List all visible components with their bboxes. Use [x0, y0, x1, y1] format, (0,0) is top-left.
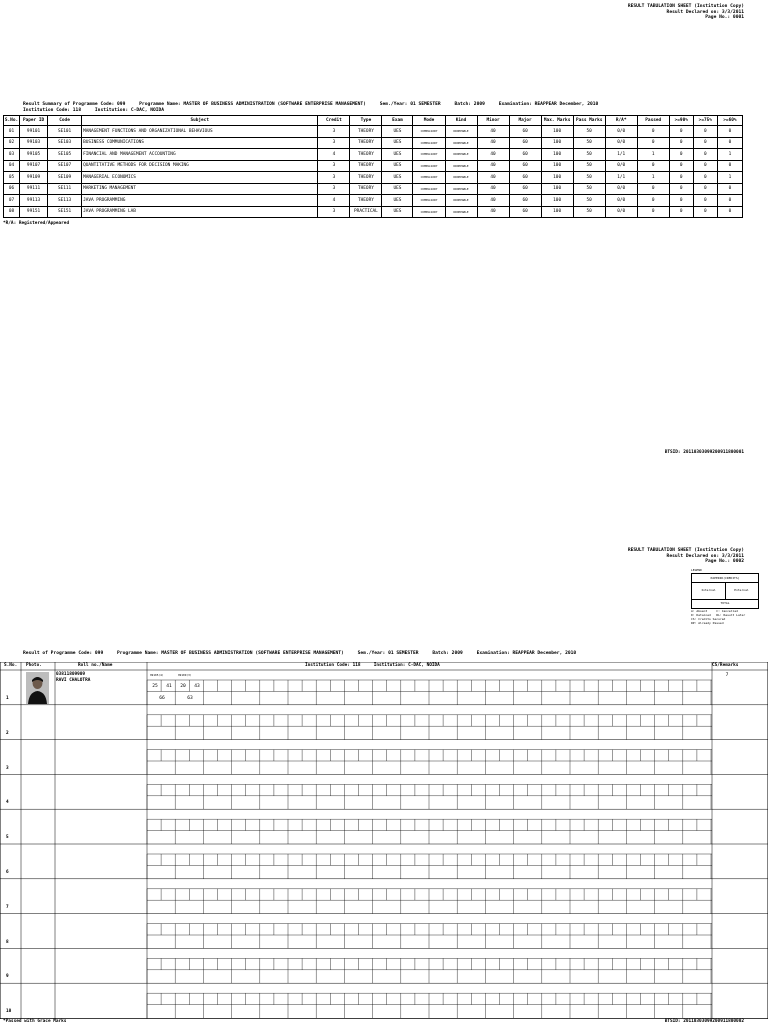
row-number: 9: [6, 974, 9, 980]
summary-cell: 1: [637, 172, 669, 184]
summary-cell: 0: [693, 172, 717, 184]
summary-cell: 0: [637, 160, 669, 172]
summary-cell: THEORY: [350, 137, 382, 149]
row-number: 8: [6, 939, 9, 945]
summary-cell: 100: [541, 183, 573, 195]
summary-cell: 0: [637, 126, 669, 138]
summary-cell: 0: [693, 206, 717, 218]
summary-cell: 0: [669, 206, 693, 218]
sheet-title-2: RESULT TABULATION SHEET (Institution Copy): [627, 548, 744, 553]
row-number: 6: [6, 870, 9, 875]
paper1-total: 66: [159, 696, 165, 701]
summary-cell: THEORY: [350, 126, 382, 138]
summary-col-header: Credit: [318, 116, 350, 126]
summary-cell: 99111: [20, 183, 48, 195]
page-number: Page No.: 0001: [705, 15, 744, 21]
summary-cell: 0/0: [605, 206, 637, 218]
summary-cell: COMPULSORY: [413, 160, 445, 172]
summary-cell: 99105: [20, 149, 48, 161]
summary-cell: COMPULSORY: [413, 206, 445, 218]
summary-cell: 50: [573, 172, 605, 184]
summary-cell: 0/0: [605, 183, 637, 195]
result-meta-line: Result of Programme Code: 099 Programme Name: MASTER OF BUSINESS ADMINISTRATION (SOFTWARE ENTERPRISE MANAGEMENT) Sem./Year: 01 SEMESTER Batch: 2009 Examination: REAPPEAR December, 2010: [23, 651, 577, 656]
summary-cell: THEORY: [350, 183, 382, 195]
summary-cell: 1: [637, 149, 669, 161]
summary-col-header: Minor: [477, 116, 509, 126]
col-institution-header: Institution Code: 118 Institution: C-DAC, NOIDA: [305, 663, 440, 668]
summary-cell: UES: [382, 172, 413, 184]
summary-row: [4, 172, 743, 184]
summary-cell: 100: [541, 206, 573, 218]
summary-col-header: Type: [350, 116, 382, 126]
summary-col-header: >=90%: [669, 116, 693, 126]
summary-cell: 06: [4, 183, 20, 195]
summary-meta-line2: Institution Code: 118 Institution: C-DAC, NOIDA: [23, 108, 165, 113]
summary-cell: DROPPABLE: [445, 206, 477, 218]
summary-cell: 40: [477, 183, 509, 195]
summary-cell: MARKETING MANAGEMENT: [82, 183, 318, 195]
summary-cell: THEORY: [350, 172, 382, 184]
summary-cell: 0: [693, 137, 717, 149]
summary-cell: 0: [693, 126, 717, 138]
summary-col-header: Major: [509, 116, 541, 126]
summary-col-header: S.No.: [4, 116, 20, 126]
row-number: 4: [6, 800, 9, 806]
row-number: 5: [6, 835, 9, 841]
sheet-title: RESULT TABULATION SHEET (Institution Copy): [627, 4, 744, 9]
summary-cell: 4: [318, 149, 350, 161]
row-number: 1: [6, 696, 9, 701]
result-grid-lines: [0, 662, 768, 1019]
result-footnote: *Passed with Grace Marks: [3, 1019, 67, 1024]
summary-cell: 60: [509, 126, 541, 138]
summary-cell: 0: [693, 149, 717, 161]
summary-cell: SE151: [48, 206, 82, 218]
summary-cell: 01: [4, 126, 20, 138]
summary-cell: PRACTICAL: [350, 206, 382, 218]
summary-col-header: Max. Marks: [541, 116, 573, 126]
summary-cell: 60: [509, 172, 541, 184]
summary-cell: 0: [637, 206, 669, 218]
summary-cell: 3: [318, 183, 350, 195]
student-photo: [26, 672, 49, 704]
summary-cell: 3: [318, 137, 350, 149]
summary-cell: 0: [717, 183, 742, 195]
row-number: 3: [6, 765, 9, 771]
summary-cell: 1: [717, 172, 742, 184]
summary-meta-line1: Result Summary of Programme Code: 099 Programme Name: MASTER OF BUSINESS ADMINISTRATION (SOFTWARE ENTERPRISE MANAGEMENT) Sem./Year: 01 SEMESTER Batch: 2009 Examination: REAPPEAR December, 2010: [23, 102, 599, 107]
summary-cell: COMPULSORY: [413, 126, 445, 138]
summary-row: [4, 206, 743, 218]
legend-box: [691, 573, 759, 609]
summary-cell: 0: [693, 160, 717, 172]
summary-cell: 0: [669, 137, 693, 149]
summary-cell: THEORY: [350, 160, 382, 172]
row-number: 7: [6, 904, 9, 910]
paper1-internal: 25: [152, 684, 158, 689]
summary-header-row: [4, 116, 743, 126]
summary-cell: 40: [477, 149, 509, 161]
legend-paper: PAPERID(CREDITS): [692, 574, 758, 583]
summary-col-header: Paper ID: [20, 116, 48, 126]
summary-cell: BUSINESS COMMUNICATIONS: [82, 137, 318, 149]
summary-cell: 40: [477, 137, 509, 149]
summary-footnote: *R/A: Registered/Appeared: [3, 221, 70, 226]
summary-col-header: Passed: [637, 116, 669, 126]
summary-cell: 50: [573, 137, 605, 149]
summary-cell: SE101: [48, 126, 82, 138]
summary-cell: 40: [477, 160, 509, 172]
summary-cell: DROPPABLE: [445, 126, 477, 138]
summary-cell: 07: [4, 195, 20, 207]
summary-cell: 50: [573, 195, 605, 207]
summary-cell: 1: [717, 149, 742, 161]
summary-row: [4, 195, 743, 207]
summary-cell: UES: [382, 183, 413, 195]
paper2-label: 99109(3): [178, 673, 192, 677]
summary-cell: 03: [4, 149, 20, 161]
summary-cell: SE107: [48, 160, 82, 172]
legend-external: External: [725, 582, 758, 600]
summary-cell: 99103: [20, 137, 48, 149]
summary-cell: 60: [509, 206, 541, 218]
summary-row: [4, 160, 743, 172]
summary-cell: 100: [541, 172, 573, 184]
summary-cell: MANAGERIAL ECONOMICS: [82, 172, 318, 184]
summary-col-header: Subject: [82, 116, 318, 126]
summary-cell: 02: [4, 137, 20, 149]
summary-cell: 0: [693, 195, 717, 207]
summary-cell: UES: [382, 195, 413, 207]
summary-cell: 0: [717, 195, 742, 207]
summary-cell: 04: [4, 160, 20, 172]
summary-cell: DROPPABLE: [445, 172, 477, 184]
summary-cell: 0: [669, 195, 693, 207]
summary-cell: 100: [541, 149, 573, 161]
btsid-page2: BTSID: 20110303099200911800002: [664, 1019, 744, 1024]
summary-cell: 60: [509, 183, 541, 195]
summary-cell: 40: [477, 126, 509, 138]
summary-cell: 100: [541, 160, 573, 172]
summary-cell: 3: [318, 160, 350, 172]
summary-cell: 0/0: [605, 126, 637, 138]
paper2-total: 63: [187, 696, 193, 701]
credits-secured: 7: [725, 673, 729, 678]
paper2-internal: 20: [180, 684, 186, 689]
btsid-page1: BTSID: 20110303099200911800001: [664, 450, 744, 455]
summary-cell: 60: [509, 149, 541, 161]
summary-cell: 3: [318, 126, 350, 138]
summary-row: [4, 137, 743, 149]
summary-col-header: Code: [48, 116, 82, 126]
summary-cell: COMPULSORY: [413, 195, 445, 207]
summary-cell: DROPPABLE: [445, 195, 477, 207]
summary-cell: UES: [382, 137, 413, 149]
summary-row: [4, 149, 743, 161]
person-photo-icon: [26, 672, 49, 704]
student-name: RAVI CHALOTRA: [56, 678, 91, 683]
summary-cell: 0: [669, 149, 693, 161]
legend-abbreviations: A: Absent C: Cancelled D: Detained RL: Result Later CS: Credits Secured RP: Already Passed: [691, 609, 746, 625]
result-declared-2: Result Declared on: 3/3/2011: [666, 553, 744, 559]
summary-cell: 100: [541, 126, 573, 138]
result-grid: [0, 662, 768, 1019]
summary-cell: SE103: [48, 137, 82, 149]
summary-cell: 99101: [20, 126, 48, 138]
summary-cell: 50: [573, 160, 605, 172]
summary-cell: 1/1: [605, 149, 637, 161]
col-roll-header: Roll no./Name: [78, 663, 113, 668]
summary-cell: UES: [382, 126, 413, 138]
summary-cell: 60: [509, 160, 541, 172]
summary-cell: 0: [717, 126, 742, 138]
summary-cell: UES: [382, 206, 413, 218]
summary-cell: 99113: [20, 195, 48, 207]
summary-cell: 100: [541, 137, 573, 149]
student-roll: 03811809909: [56, 672, 86, 677]
summary-cell: THEORY: [350, 195, 382, 207]
summary-cell: 0: [637, 195, 669, 207]
summary-cell: 50: [573, 206, 605, 218]
summary-col-header: Mode: [413, 116, 445, 126]
summary-cell: 3: [318, 172, 350, 184]
summary-cell: 0: [669, 126, 693, 138]
summary-cell: 100: [541, 195, 573, 207]
summary-cell: MANAGEMENT FUNCTIONS AND ORGANIZATIONAL BEHAVIOUS: [82, 126, 318, 138]
page-number-2: Page No.: 0002: [705, 559, 744, 565]
summary-col-header: >=60%: [717, 116, 742, 126]
summary-cell: 50: [573, 126, 605, 138]
summary-cell: 40: [477, 195, 509, 207]
summary-cell: 3: [318, 206, 350, 218]
summary-cell: 0: [693, 183, 717, 195]
summary-cell: 0/0: [605, 137, 637, 149]
summary-col-header: Exam: [382, 116, 413, 126]
summary-cell: FINANCIAL AND MANAGEMENT ACCOUNTING: [82, 149, 318, 161]
col-sno-header: S.No.: [4, 663, 18, 668]
summary-col-header: >=75%: [693, 116, 717, 126]
summary-table: [3, 115, 743, 218]
summary-cell: DROPPABLE: [445, 137, 477, 149]
page2-header: [628, 548, 744, 565]
summary-cell: 0: [717, 206, 742, 218]
summary-col-header: R/A*: [605, 116, 637, 126]
summary-cell: 50: [573, 149, 605, 161]
summary-cell: 50: [573, 183, 605, 195]
summary-cell: 0: [669, 183, 693, 195]
summary-cell: SE111: [48, 183, 82, 195]
summary-cell: 1/1: [605, 172, 637, 184]
summary-cell: COMPULSORY: [413, 137, 445, 149]
summary-cell: COMPULSORY: [413, 183, 445, 195]
summary-cell: 99109: [20, 172, 48, 184]
summary-cell: 0/0: [605, 160, 637, 172]
summary-cell: 0: [717, 160, 742, 172]
summary-cell: COMPULSORY: [413, 149, 445, 161]
summary-cell: 60: [509, 195, 541, 207]
summary-cell: SE105: [48, 149, 82, 161]
summary-row: [4, 126, 743, 138]
summary-cell: SE113: [48, 195, 82, 207]
summary-cell: 0: [717, 137, 742, 149]
summary-cell: JAVA PROGRAMMING: [82, 195, 318, 207]
summary-cell: SE109: [48, 172, 82, 184]
legend-caption: LEGEND: [691, 568, 702, 572]
summary-col-header: Kind: [445, 116, 477, 126]
summary-row: [4, 183, 743, 195]
summary-cell: 99151: [20, 206, 48, 218]
row-number: 2: [6, 730, 9, 736]
summary-cell: THEORY: [350, 149, 382, 161]
summary-cell: UES: [382, 149, 413, 161]
page1-header: [628, 4, 744, 21]
summary-cell: DROPPABLE: [445, 149, 477, 161]
summary-cell: 4: [318, 195, 350, 207]
summary-cell: 0/0: [605, 195, 637, 207]
summary-cell: 0: [669, 172, 693, 184]
summary-cell: 60: [509, 137, 541, 149]
summary-cell: DROPPABLE: [445, 160, 477, 172]
summary-cell: 05: [4, 172, 20, 184]
paper1-label: 99105(4): [150, 673, 164, 677]
legend-internal: Internal: [692, 582, 726, 600]
summary-cell: COMPULSORY: [413, 172, 445, 184]
result-declared: Result Declared on: 3/3/2011: [666, 9, 744, 15]
paper1-external: 41: [166, 684, 172, 689]
summary-cell: UES: [382, 160, 413, 172]
summary-cell: 40: [477, 206, 509, 218]
summary-cell: 0: [637, 183, 669, 195]
summary-cell: JAVA PROGRAMMING LAB: [82, 206, 318, 218]
summary-cell: QUANTITATIVE METHODS FOR DECISION MAKING: [82, 160, 318, 172]
legend-total: TOTAL: [720, 601, 730, 605]
summary-cell: 08: [4, 206, 20, 218]
summary-cell: 40: [477, 172, 509, 184]
col-photo-header: Photo.: [26, 663, 42, 668]
paper2-external: 43: [194, 684, 200, 689]
summary-cell: 99107: [20, 160, 48, 172]
summary-col-header: Pass Marks: [573, 116, 605, 126]
row-number: 10: [6, 1009, 12, 1015]
col-cs-header: CS/Remarks: [712, 663, 739, 668]
summary-cell: DROPPABLE: [445, 183, 477, 195]
summary-cell: 0: [637, 137, 669, 149]
summary-cell: 0: [669, 160, 693, 172]
